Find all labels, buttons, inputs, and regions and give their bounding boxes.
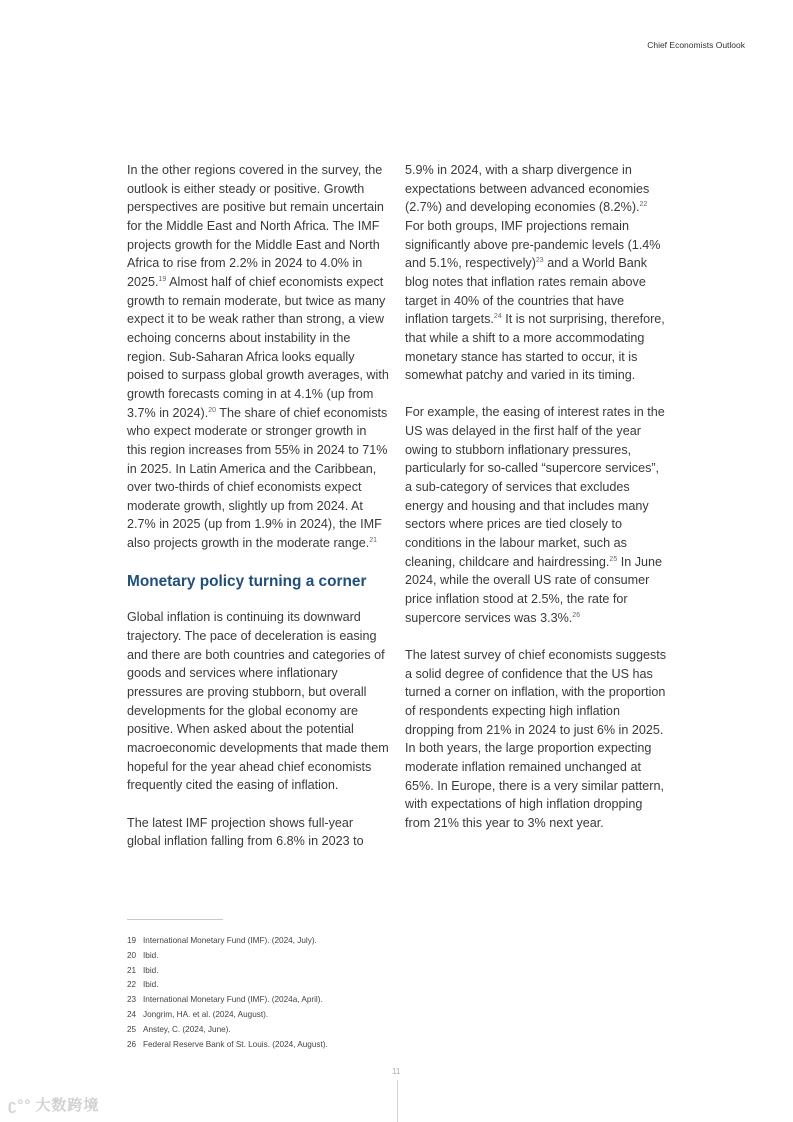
paragraph-imf-projection: The latest IMF projection shows full-year global inflation falling from 6.8% in 2023 to xyxy=(127,815,364,849)
footnote-text: Jongrim, HA. et al. (2024, August). xyxy=(143,1009,269,1019)
footnote-number: 24 xyxy=(127,1009,137,1019)
footnotes-list xyxy=(127,934,328,1052)
paragraph-inflation-divergence xyxy=(405,161,667,385)
page-number: 11 xyxy=(392,1067,401,1076)
footnote-ref-22[interactable]: 22 xyxy=(639,201,648,209)
footnote-text: International Monetary Fund (IMF). (2024a, April). xyxy=(143,995,323,1005)
section-heading: Monetary policy turning a corner xyxy=(127,573,367,591)
footnote-ref-20[interactable]: 20 xyxy=(208,406,217,414)
footnote-text: International Monetary Fund (IMF). (2024, July). xyxy=(143,936,317,945)
paragraph-survey-confidence: The latest survey of chief economists suggests a solid degree of confidence that the US has turned a corner on inflation, with the proportion of respondents expecting high inflation dropping from 21% in 2024 to just 6% in 2025. In both years, the large proportion expecting moderate inflation remained unchanged at 65%. In Europe, there is a very similar pattern, with expectations of high inflation dropping from 21% this year to 3% next year. xyxy=(405,647,667,830)
footnote-item xyxy=(127,993,328,1008)
footnote-item xyxy=(127,934,328,949)
page-divider-line xyxy=(397,1080,398,1122)
footnote-number: 26 xyxy=(127,1039,137,1049)
footnote-number: 25 xyxy=(127,1024,137,1034)
left-column xyxy=(127,161,389,869)
footnote-text: Anstey, C. (2024, June). xyxy=(143,1024,231,1034)
footnote-item xyxy=(127,1008,328,1023)
paragraph-regional-outlook xyxy=(127,161,389,553)
text-run: For example, the easing of interest rates in the US was delayed in the first half of the year owing to stubborn inflationary pressures, particularly for so-called “supercore services”, a sub-category of services that excludes energy and housing and that includes many sectors where prices are tied closely to conditions in the labour market, such as cleaning, childcare and hairdressing. xyxy=(405,405,665,569)
text-run: In June 2024, while the overall US rate of consumer price inflation stood at 2.5%, the rate for supercore services was 3.3%. xyxy=(405,554,663,625)
footnote-number: 22 xyxy=(127,980,137,990)
footnote-ref-25[interactable]: 25 xyxy=(609,555,618,563)
footnote-item xyxy=(127,1038,328,1053)
watermark-logo-icon: ʗ°° xyxy=(8,1097,32,1114)
text-run: For both groups, IMF projections remain significantly above pre-pandemic levels (1.4% and 5.1%, respectively) xyxy=(405,218,661,271)
watermark-text: 大数跨境 xyxy=(35,1097,100,1114)
footnote-ref-26[interactable]: 26 xyxy=(572,611,581,619)
text-run: and a World Bank blog notes that inflation rates remain above target in 40% of the countries that have inflation targets. xyxy=(405,256,648,327)
footnote-ref-24[interactable]: 24 xyxy=(493,313,502,321)
footnote-item xyxy=(127,978,328,993)
footnote-item xyxy=(127,964,328,979)
text-run: Almost half of chief economists expect growth to remain moderate, but twice as many expect it to be weak rather than strong, a view echoing concerns about instability in the region. Sub-Saharan Africa looks equally poised to surpass global growth averages, with growth forecasts coming in at 4.1% (up from 3.7% in 2024). xyxy=(127,274,389,420)
footnote-item xyxy=(127,949,328,964)
text-run: It is not surprising, therefore, that while a shift to a more accommodating monetary stance has started to occur, it is somewhat patchy and varied in its timing. xyxy=(405,312,665,383)
footnote-item xyxy=(127,1023,328,1038)
footnote-text: Ibid. xyxy=(143,950,159,960)
footnote-ref-21[interactable]: 21 xyxy=(369,537,378,545)
footnote-number: 20 xyxy=(127,950,137,960)
running-header-title: Chief Economists Outlook xyxy=(647,40,745,50)
footnote-number: 19 xyxy=(127,936,137,945)
footnote-divider xyxy=(127,919,223,920)
watermark xyxy=(8,1094,99,1115)
paragraph-us-interest-rates xyxy=(405,403,667,627)
text-run: The share of chief economists who expect moderate or stronger growth in this region increases from 55% in 2024 to 71% in 2025. In Latin America and the Caribbean, over two-thirds of chief economists expect moderate growth, slightly up from 2024. At 2.7% in 2025 (up from 1.9% in 2024), the IMF also projects growth in the moderate range. xyxy=(127,405,388,551)
paragraph-global-inflation: Global inflation is continuing its downward trajectory. The pace of deceleration is easing and there are both countries and categories of goods and services where inflationary pressures are proving stubborn, but overall developments for the global economy are positive. When asked about the potential macroeconomic developments that made them hopeful for the year ahead chief economists frequently cited the easing of inflation. xyxy=(127,610,389,793)
footnote-text: Federal Reserve Bank of St. Louis. (2024, August). xyxy=(143,1039,328,1049)
footnote-number: 23 xyxy=(127,995,137,1005)
footnote-ref-23[interactable]: 23 xyxy=(535,257,544,265)
footnote-text: Ibid. xyxy=(143,980,159,990)
text-run: In the other regions covered in the survey, the outlook is either steady or positive. Growth perspectives are positive but remain uncertain for the Middle East and North Africa. The IMF projects growth for the Middle East and North Africa to rise from 2.2% in 2024 to 4.0% in 2025. xyxy=(127,163,384,289)
footnote-ref-19[interactable]: 19 xyxy=(158,275,167,283)
footnote-text: Ibid. xyxy=(143,965,159,975)
right-column xyxy=(405,161,667,851)
text-run: 5.9% in 2024, with a sharp divergence in expectations between advanced economies (2.7%) and developing economies (8.2%). xyxy=(405,163,650,215)
footnote-number: 21 xyxy=(127,965,137,975)
